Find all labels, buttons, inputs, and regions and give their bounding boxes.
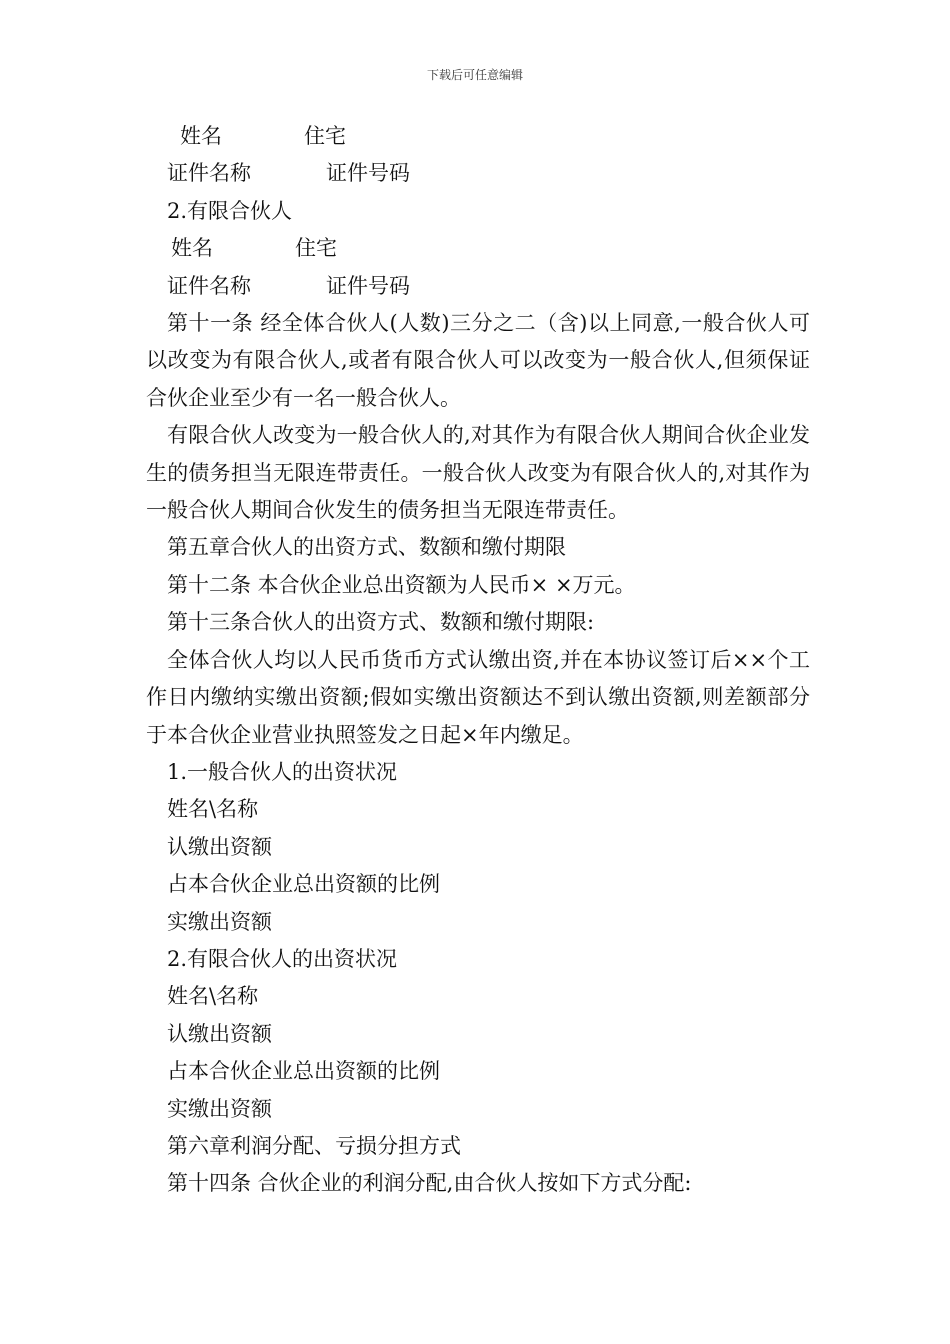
limited-contrib-ratio: 占本合伙企业总出资额的比例 <box>167 1059 440 1084</box>
document-body <box>146 118 810 1203</box>
limited-contrib-subscribed: 认缴出资额 <box>167 1021 272 1046</box>
id-number-label: 证件号码 <box>326 161 410 186</box>
article-13: 第十三条合伙人的出资方式、数额和缴付期限: <box>167 610 595 635</box>
limited-contrib-heading: 2.有限合伙人的出资状况 <box>167 946 398 971</box>
article-13-body: 全体合伙人均以人民币货币方式认缴出资,并在本协议签订后××个工作日内缴纳实缴出资额;假如实缴出资额达不到认缴出资额,则差额部分于本合伙企业营业执照签发之日起×年内缴足。 <box>146 647 810 747</box>
name-label: 姓名 <box>180 124 222 148</box>
general-contrib-heading: 1.一般合伙人的出资状况 <box>167 759 398 784</box>
article-11-paragraph-2: 有限合伙人改变为一般合伙人的,对其作为有限合伙人期间合伙企业发生的债务担当无限连带责任。一般合伙人改变为有限合伙人的,对其作为一般合伙人期间合伙发生的债务担当无限连带责任。 <box>146 423 810 523</box>
general-contrib-ratio: 占本合伙企业总出资额的比例 <box>167 872 440 897</box>
residence-label: 住宅 <box>295 236 337 261</box>
general-contrib-paid: 实缴出资额 <box>167 909 272 934</box>
limited-partner-heading: 2.有限合伙人 <box>167 198 293 223</box>
page-header: 下载后可任意编辑 <box>426 68 523 82</box>
chapter-5-title: 第五章合伙人的出资方式、数额和缴付期限 <box>167 535 566 560</box>
general-partner-name-row <box>146 118 810 155</box>
general-contrib-name: 姓名\名称 <box>167 797 259 822</box>
general-partner-id-row <box>146 155 810 192</box>
chapter-6-title: 第六章利润分配、亏损分担方式 <box>167 1133 461 1158</box>
general-contrib-subscribed: 认缴出资额 <box>167 834 272 859</box>
article-11-paragraph: 第十一条 经全体合伙人(人数)三分之二（含)以上同意,一般合伙人可以改变为有限合伙人,或者有限合伙人可以改变为一般合伙人,但须保证合伙企业至少有一名一般合伙人。 <box>146 311 810 410</box>
id-number-label: 证件号码 <box>326 273 410 298</box>
name-label: 姓名 <box>171 236 213 261</box>
id-name-label: 证件名称 <box>167 273 251 298</box>
residence-label: 住宅 <box>304 124 346 148</box>
article-14: 第十四条 合伙企业的利润分配,由合伙人按如下方式分配: <box>167 1171 692 1196</box>
id-name-label: 证件名称 <box>167 161 251 186</box>
article-12: 第十二条 本合伙企业总出资额为人民币× ×万元。 <box>167 572 636 597</box>
limited-partner-name-row <box>146 230 810 267</box>
limited-partner-id-row <box>146 268 810 305</box>
limited-contrib-name: 姓名\名称 <box>167 984 259 1009</box>
limited-contrib-paid: 实缴出资额 <box>167 1096 272 1121</box>
